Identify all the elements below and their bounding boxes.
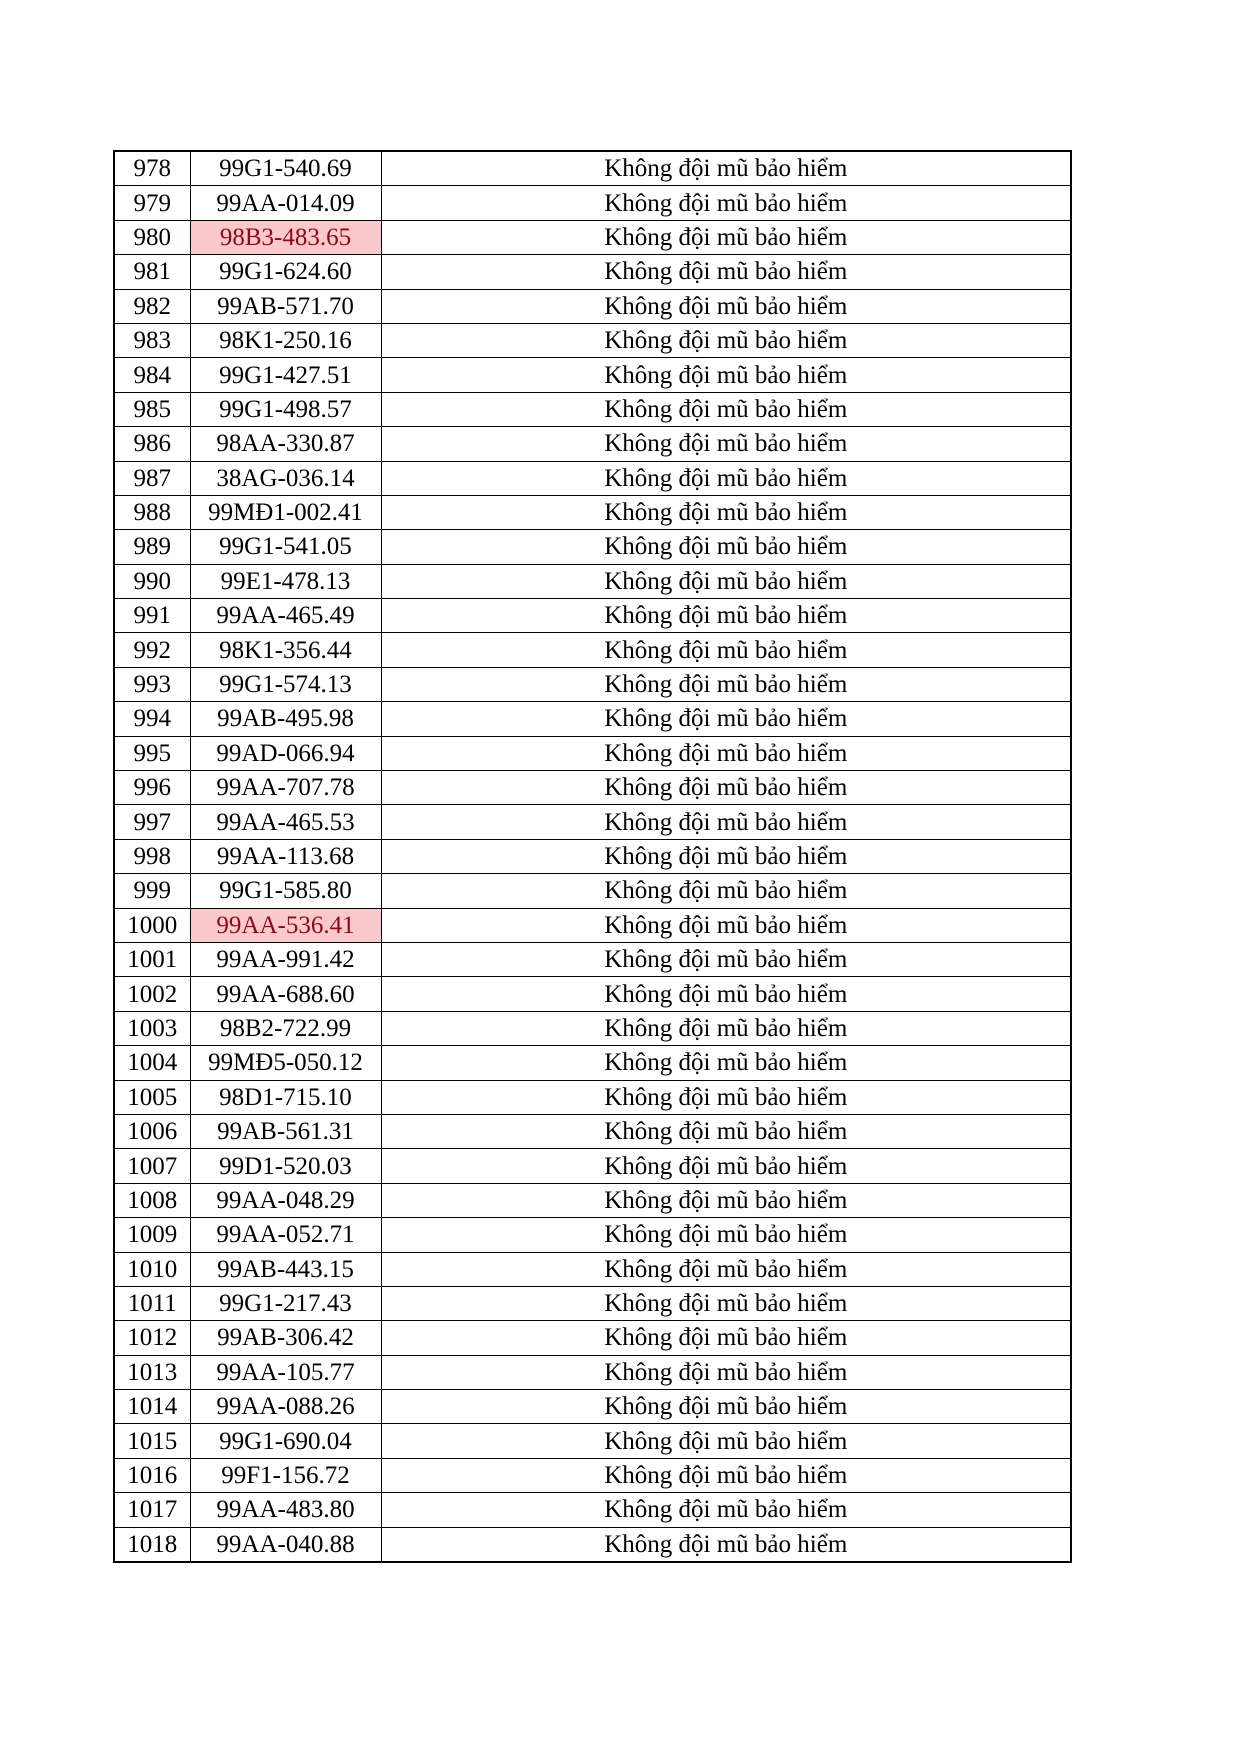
plate-number-cell: 99AA-465.49 <box>190 599 381 633</box>
violation-cell: Không đội mũ bảo hiểm <box>381 255 1071 289</box>
violation-cell: Không đội mũ bảo hiểm <box>381 1183 1071 1217</box>
plate-number-cell: 99G1-585.80 <box>190 874 381 908</box>
violation-cell: Không đội mũ bảo hiểm <box>381 323 1071 357</box>
table-row <box>114 220 1071 254</box>
violation-cell: Không đội mũ bảo hiểm <box>381 1458 1071 1492</box>
row-number-cell: 989 <box>114 530 190 564</box>
row-number-cell: 981 <box>114 255 190 289</box>
plate-number-cell: 99AB-571.70 <box>190 289 381 323</box>
row-number-cell: 992 <box>114 633 190 667</box>
plate-number-cell: 98AA-330.87 <box>190 427 381 461</box>
table-row <box>114 1355 1071 1389</box>
violation-cell: Không đội mũ bảo hiểm <box>381 392 1071 426</box>
row-number-cell: 1013 <box>114 1355 190 1389</box>
table-row <box>114 599 1071 633</box>
table-row <box>114 1149 1071 1183</box>
row-number-cell: 1006 <box>114 1114 190 1148</box>
violation-cell: Không đội mũ bảo hiểm <box>381 530 1071 564</box>
violation-cell: Không đội mũ bảo hiểm <box>381 736 1071 770</box>
violation-cell: Không đội mũ bảo hiểm <box>381 220 1071 254</box>
row-number-cell: 1007 <box>114 1149 190 1183</box>
row-number-cell: 1001 <box>114 942 190 976</box>
row-number-cell: 990 <box>114 564 190 598</box>
row-number-cell: 984 <box>114 358 190 392</box>
violation-cell: Không đội mũ bảo hiểm <box>381 633 1071 667</box>
row-number-cell: 1015 <box>114 1424 190 1458</box>
row-number-cell: 991 <box>114 599 190 633</box>
plate-number-cell: 99E1-478.13 <box>190 564 381 598</box>
violation-table-body <box>114 151 1071 1562</box>
row-number-cell: 997 <box>114 805 190 839</box>
plate-number-cell: 99AA-052.71 <box>190 1218 381 1252</box>
violation-cell: Không đội mũ bảo hiểm <box>381 1493 1071 1527</box>
violation-cell: Không đội mũ bảo hiểm <box>381 702 1071 736</box>
row-number-cell: 978 <box>114 151 190 186</box>
table-row <box>114 1458 1071 1492</box>
table-row <box>114 1252 1071 1286</box>
table-row <box>114 564 1071 598</box>
violation-cell: Không đội mũ bảo hiểm <box>381 1011 1071 1045</box>
plate-number-cell: 99MĐ1-002.41 <box>190 495 381 529</box>
row-number-cell: 996 <box>114 771 190 805</box>
table-row <box>114 633 1071 667</box>
row-number-cell: 1002 <box>114 977 190 1011</box>
row-number-cell: 999 <box>114 874 190 908</box>
row-number-cell: 980 <box>114 220 190 254</box>
violation-cell: Không đội mũ bảo hiểm <box>381 1321 1071 1355</box>
plate-number-cell: 99G1-427.51 <box>190 358 381 392</box>
violation-cell: Không đội mũ bảo hiểm <box>381 1114 1071 1148</box>
violation-cell: Không đội mũ bảo hiểm <box>381 1424 1071 1458</box>
violation-cell: Không đội mũ bảo hiểm <box>381 1527 1071 1562</box>
row-number-cell: 1009 <box>114 1218 190 1252</box>
plate-number-cell: 99F1-156.72 <box>190 1458 381 1492</box>
plate-number-cell: 98K1-356.44 <box>190 633 381 667</box>
row-number-cell: 995 <box>114 736 190 770</box>
plate-number-cell: 98B2-722.99 <box>190 1011 381 1045</box>
table-row <box>114 427 1071 461</box>
violation-cell: Không đội mũ bảo hiểm <box>381 289 1071 323</box>
table-row <box>114 530 1071 564</box>
plate-number-cell: 99AA-465.53 <box>190 805 381 839</box>
table-row <box>114 805 1071 839</box>
plate-number-cell: 99AB-443.15 <box>190 1252 381 1286</box>
plate-number-cell: 99AD-066.94 <box>190 736 381 770</box>
table-row <box>114 1046 1071 1080</box>
violation-cell: Không đội mũ bảo hiểm <box>381 805 1071 839</box>
row-number-cell: 1010 <box>114 1252 190 1286</box>
row-number-cell: 1005 <box>114 1080 190 1114</box>
table-row <box>114 1011 1071 1045</box>
table-row <box>114 874 1071 908</box>
plate-number-cell: 99AA-048.29 <box>190 1183 381 1217</box>
plate-number-cell: 99AA-113.68 <box>190 839 381 873</box>
table-row <box>114 667 1071 701</box>
table-row <box>114 358 1071 392</box>
plate-number-cell: 99MĐ5-050.12 <box>190 1046 381 1080</box>
violation-cell: Không đội mũ bảo hiểm <box>381 1046 1071 1080</box>
plate-number-cell: 99AB-495.98 <box>190 702 381 736</box>
violation-cell: Không đội mũ bảo hiểm <box>381 461 1071 495</box>
violation-cell: Không đội mũ bảo hiểm <box>381 1218 1071 1252</box>
row-number-cell: 1003 <box>114 1011 190 1045</box>
row-number-cell: 993 <box>114 667 190 701</box>
plate-number-cell: 98B3-483.65 <box>190 220 381 254</box>
row-number-cell: 994 <box>114 702 190 736</box>
violation-cell: Không đội mũ bảo hiểm <box>381 1080 1071 1114</box>
plate-number-cell: 99G1-541.05 <box>190 530 381 564</box>
plate-number-cell: 99G1-498.57 <box>190 392 381 426</box>
row-number-cell: 1008 <box>114 1183 190 1217</box>
violation-cell: Không đội mũ bảo hiểm <box>381 1390 1071 1424</box>
violation-cell: Không đội mũ bảo hiểm <box>381 874 1071 908</box>
violation-cell: Không đội mũ bảo hiểm <box>381 977 1071 1011</box>
plate-number-cell: 99AA-088.26 <box>190 1390 381 1424</box>
table-row <box>114 1218 1071 1252</box>
table-row <box>114 461 1071 495</box>
row-number-cell: 1014 <box>114 1390 190 1424</box>
plate-number-cell: 98D1-715.10 <box>190 1080 381 1114</box>
plate-number-cell: 99AA-991.42 <box>190 942 381 976</box>
plate-number-cell: 99AA-040.88 <box>190 1527 381 1562</box>
table-row <box>114 1390 1071 1424</box>
table-row <box>114 1080 1071 1114</box>
row-number-cell: 986 <box>114 427 190 461</box>
table-row <box>114 908 1071 942</box>
table-row <box>114 771 1071 805</box>
plate-number-cell: 99AA-536.41 <box>190 908 381 942</box>
violation-cell: Không đội mũ bảo hiểm <box>381 1355 1071 1389</box>
row-number-cell: 985 <box>114 392 190 426</box>
table-row <box>114 392 1071 426</box>
plate-number-cell: 99AB-306.42 <box>190 1321 381 1355</box>
violation-cell: Không đội mũ bảo hiểm <box>381 599 1071 633</box>
plate-number-cell: 98K1-250.16 <box>190 323 381 357</box>
plate-number-cell: 99G1-690.04 <box>190 1424 381 1458</box>
table-row <box>114 255 1071 289</box>
plate-number-cell: 99G1-624.60 <box>190 255 381 289</box>
plate-number-cell: 99AA-105.77 <box>190 1355 381 1389</box>
plate-number-cell: 99AA-707.78 <box>190 771 381 805</box>
table-row <box>114 1183 1071 1217</box>
row-number-cell: 982 <box>114 289 190 323</box>
violation-cell: Không đội mũ bảo hiểm <box>381 908 1071 942</box>
violation-cell: Không đội mũ bảo hiểm <box>381 667 1071 701</box>
violation-cell: Không đội mũ bảo hiểm <box>381 942 1071 976</box>
table-row <box>114 839 1071 873</box>
table-row <box>114 1286 1071 1320</box>
violation-cell: Không đội mũ bảo hiểm <box>381 1286 1071 1320</box>
table-row <box>114 942 1071 976</box>
violation-table <box>113 150 1072 1563</box>
table-row <box>114 977 1071 1011</box>
row-number-cell: 1018 <box>114 1527 190 1562</box>
table-row <box>114 1424 1071 1458</box>
plate-number-cell: 99AA-688.60 <box>190 977 381 1011</box>
row-number-cell: 987 <box>114 461 190 495</box>
violation-cell: Không đội mũ bảo hiểm <box>381 564 1071 598</box>
row-number-cell: 1011 <box>114 1286 190 1320</box>
plate-number-cell: 38AG-036.14 <box>190 461 381 495</box>
plate-number-cell: 99AA-483.80 <box>190 1493 381 1527</box>
violation-cell: Không đội mũ bảo hiểm <box>381 151 1071 186</box>
table-row <box>114 1321 1071 1355</box>
plate-number-cell: 99D1-520.03 <box>190 1149 381 1183</box>
row-number-cell: 983 <box>114 323 190 357</box>
row-number-cell: 979 <box>114 186 190 220</box>
table-row <box>114 1114 1071 1148</box>
table-row <box>114 702 1071 736</box>
table-row <box>114 1527 1071 1562</box>
violation-cell: Không đội mũ bảo hiểm <box>381 186 1071 220</box>
table-row <box>114 495 1071 529</box>
violation-cell: Không đội mũ bảo hiểm <box>381 1149 1071 1183</box>
row-number-cell: 988 <box>114 495 190 529</box>
row-number-cell: 998 <box>114 839 190 873</box>
table-row <box>114 323 1071 357</box>
violation-cell: Không đội mũ bảo hiểm <box>381 427 1071 461</box>
violation-cell: Không đội mũ bảo hiểm <box>381 358 1071 392</box>
row-number-cell: 1004 <box>114 1046 190 1080</box>
plate-number-cell: 99AB-561.31 <box>190 1114 381 1148</box>
table-row <box>114 151 1071 186</box>
violation-cell: Không đội mũ bảo hiểm <box>381 1252 1071 1286</box>
table-row <box>114 736 1071 770</box>
plate-number-cell: 99G1-574.13 <box>190 667 381 701</box>
plate-number-cell: 99G1-217.43 <box>190 1286 381 1320</box>
table-row <box>114 186 1071 220</box>
row-number-cell: 1017 <box>114 1493 190 1527</box>
row-number-cell: 1016 <box>114 1458 190 1492</box>
plate-number-cell: 99AA-014.09 <box>190 186 381 220</box>
violation-cell: Không đội mũ bảo hiểm <box>381 495 1071 529</box>
table-row <box>114 289 1071 323</box>
table-row <box>114 1493 1071 1527</box>
plate-number-cell: 99G1-540.69 <box>190 151 381 186</box>
violation-cell: Không đội mũ bảo hiểm <box>381 771 1071 805</box>
row-number-cell: 1012 <box>114 1321 190 1355</box>
violation-cell: Không đội mũ bảo hiểm <box>381 839 1071 873</box>
row-number-cell: 1000 <box>114 908 190 942</box>
